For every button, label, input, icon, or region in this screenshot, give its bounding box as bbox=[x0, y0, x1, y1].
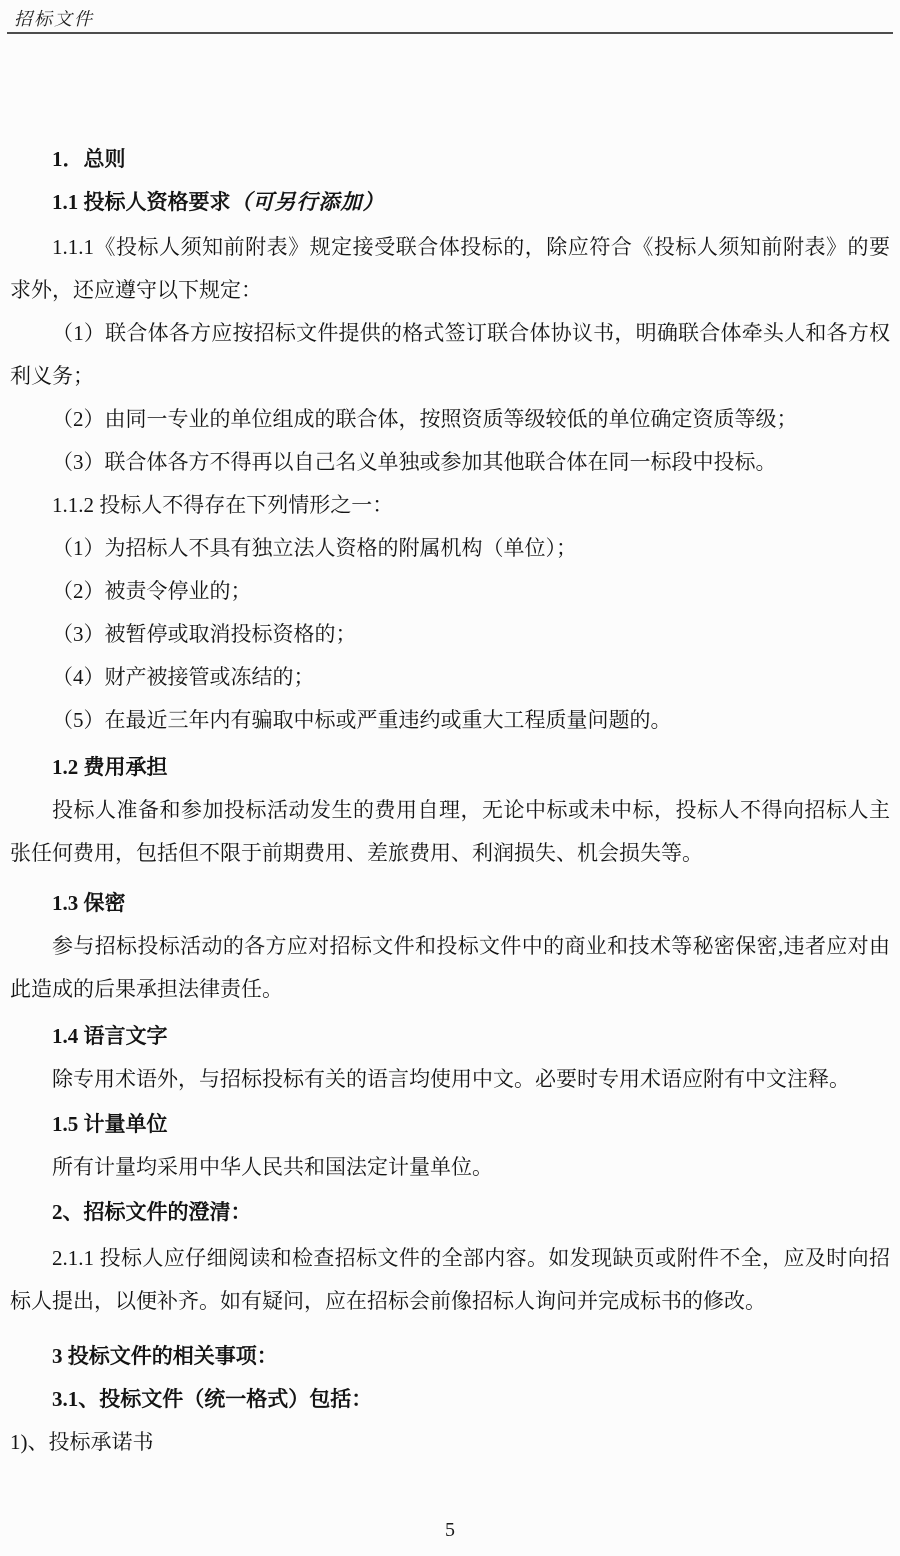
document-body bbox=[10, 138, 890, 1464]
doc-heading-qualification-label: 1.1 投标人资格要求 bbox=[52, 190, 231, 214]
doc-paragraph: 参与招标投标活动的各方应对招标文件和投标文件中的商业和技术等秘密保密,违者应对由此造成的后果承担法律责任。 bbox=[10, 934, 890, 1001]
doc-paragraph: （4）财产被接管或冻结的； bbox=[52, 665, 315, 689]
doc-paragraph: （1）联合体各方应按招标文件提供的格式签订联合体协议书，明确联合体牵头人和各方权利义务； bbox=[10, 321, 890, 388]
doc-paragraph: 2.1.1 投标人应仔细阅读和检查招标文件的全部内容。如发现缺页或附件不全，应及时向招标人提出，以便补齐。如有疑问，应在招标会前像招标人询问并完成标书的修改。 bbox=[10, 1246, 890, 1313]
doc-heading-confidentiality: 1.3 保密 bbox=[52, 891, 126, 915]
doc-heading-clarification: 2、招标文件的澄清： bbox=[52, 1200, 252, 1224]
doc-heading-units: 1.5 计量单位 bbox=[52, 1112, 168, 1136]
doc-heading-language: 1.4 语言文字 bbox=[52, 1024, 168, 1048]
doc-paragraph: 1.1.2 投标人不得存在下列情形之一： bbox=[52, 493, 394, 517]
doc-list-item-commitment-letter: 1)、投标承诺书 bbox=[10, 1430, 154, 1454]
doc-heading-bid-format: 3.1、投标文件（统一格式）包括： bbox=[52, 1387, 373, 1411]
doc-heading-qualification bbox=[10, 181, 890, 224]
doc-paragraph: 除专用术语外，与招标投标有关的语言均使用中文。必要时专用术语应附有中文注释。 bbox=[52, 1067, 850, 1091]
doc-paragraph: （2）由同一专业的单位组成的联合体，按照资质等级较低的单位确定资质等级； bbox=[52, 407, 798, 431]
doc-paragraph: （5）在最近三年内有骗取中标或严重违约或重大工程质量问题的。 bbox=[52, 708, 672, 732]
doc-paragraph: （3）联合体各方不得再以自己名义单独或参加其他联合体在同一标段中投标。 bbox=[52, 450, 777, 474]
doc-paragraph: （2）被责令停业的； bbox=[52, 579, 252, 603]
doc-heading-general: 1．总则 bbox=[52, 147, 126, 171]
doc-paragraph: （3）被暂停或取消投标资格的； bbox=[52, 622, 357, 646]
document-header-title: 招标文件 bbox=[14, 9, 94, 29]
doc-paragraph: 所有计量均采用中华人民共和国法定计量单位。 bbox=[52, 1155, 493, 1179]
page-number: 5 bbox=[445, 1519, 455, 1541]
doc-paragraph: （1）为招标人不具有独立法人资格的附属机构（单位）； bbox=[52, 536, 577, 560]
doc-heading-costs: 1.2 费用承担 bbox=[52, 755, 168, 779]
doc-paragraph: 投标人准备和参加投标活动发生的费用自理，无论中标或未中标，投标人不得向招标人主张任何费用，包括但不限于前期费用、差旅费用、利润损失、机会损失等。 bbox=[10, 798, 890, 865]
doc-heading-qualification-note: （可另行添加） bbox=[230, 190, 385, 214]
header-divider bbox=[7, 32, 893, 34]
doc-heading-bid-matters: 3 投标文件的相关事项： bbox=[52, 1344, 278, 1368]
doc-paragraph: 1.1.1《投标人须知前附表》规定接受联合体投标的，除应符合《投标人须知前附表》的要求外，还应遵守以下规定： bbox=[10, 235, 890, 302]
